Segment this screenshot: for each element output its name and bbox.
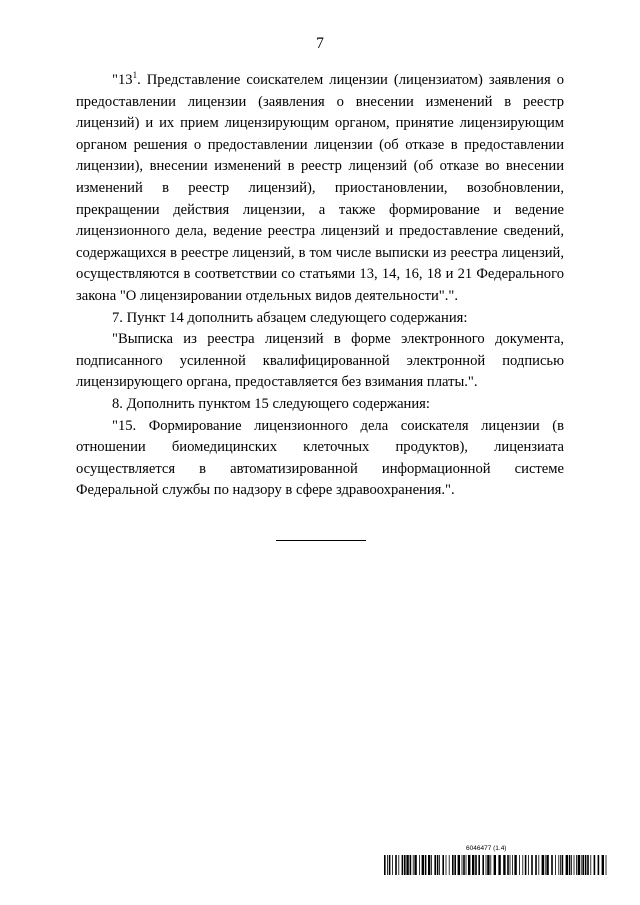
paragraph-13-1-number: "13 [112, 72, 133, 88]
document-body [76, 70, 564, 502]
barcode-code: 6046477 (1.4) [466, 845, 507, 852]
paragraph-item-8: 8. Дополнить пунктом 15 следующего содержания: [112, 395, 430, 412]
paragraph-13-1-superscript: 1 [132, 70, 138, 80]
barcode-icon [384, 855, 608, 875]
page-number: 7 [316, 35, 324, 52]
paragraph-13-1 [76, 70, 564, 308]
paragraph-15-quote: "15. Формирование лицензионного дела соискателя лицензии (в отношении биомедицинских клеточных продуктов), лицензиата осуществляется в автоматизированной информационной системе Федеральной службы по надзору в сфере здравоохранения.". [76, 417, 564, 499]
paragraph-13-1-text: . Представление соискателем лицензии (лицензиатом) заявления о предоставлении лицензии (заявления о внесении изменений в реестр лицензий) и их прием лицензирующим органом, принятие лицензирующим органом решения о предоставлении лицензии (об отказе в предоставлении лицензии), внесении изменений в реестр лицензий (об отказе во внесении изменений в реестр лицензий), приостановлении, возобновлении, прекращении действия лицензии, а также формирование и ведение лицензионного дела, ведение реестра лицензий и предоставление сведений, содержащихся в реестре лицензий, в том числе выписки из реестра лицензий, осуществляются в соответствии со статьями 13, 14, 16, 18 и 21 Федерального закона "О лицензировании отдельных видов деятельности".". [76, 72, 564, 304]
closing-divider [276, 540, 366, 541]
paragraph-extract-quote: "Выписка из реестра лицензий в форме электронного документа, подписанного усиленной квалифицированной электронной подписью лицензирующего органа, предоставляется без взимания платы.". [76, 331, 564, 391]
paragraph-item-7: 7. Пункт 14 дополнить абзацем следующего содержания: [112, 309, 468, 326]
